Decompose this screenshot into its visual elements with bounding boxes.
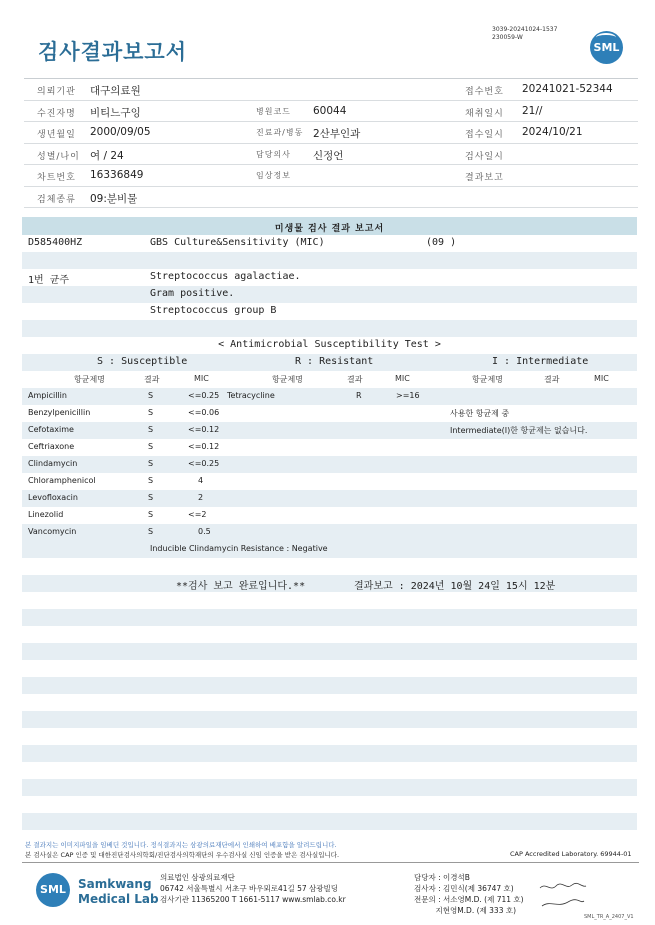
col-result: 결과 [144, 375, 160, 384]
info-label: 차트번호 [37, 173, 76, 183]
drug-name: Chloramphenicol [28, 476, 96, 485]
info-row [24, 144, 638, 166]
col-mic: MIC [395, 374, 410, 383]
col-drug: 항균제명 [74, 375, 105, 384]
report-code-1: 3039-20241024-1537 [492, 26, 558, 33]
ast-row [22, 439, 637, 456]
col-result: 결과 [347, 375, 363, 384]
info-value: 20241021-52344 [522, 83, 613, 95]
drug-result: S [148, 459, 154, 468]
report-time: 결과보고 : 2024년 10월 24일 15시 12분 [354, 581, 556, 592]
info-value: 09:분비물 [90, 192, 138, 205]
ast-title: < Antimicrobial Susceptibility Test > [218, 339, 441, 350]
footer-staff [414, 872, 524, 916]
info-value: 21// [522, 104, 543, 117]
report-complete: **검사 보고 완료입니다.** [176, 581, 306, 592]
drug-result: S [148, 425, 154, 434]
info-value: 대구의료원 [90, 85, 141, 97]
report-header-bar [22, 217, 637, 235]
test-code: D585400HZ [28, 237, 83, 248]
empty-row [22, 660, 637, 677]
drug-name: Cefotaxime [28, 425, 74, 434]
drug-result: S [148, 442, 154, 451]
footer-logo-line2: Medical Lab [78, 892, 159, 906]
drug-name: Ceftriaxone [28, 442, 75, 451]
empty-row [22, 711, 637, 728]
ast-row [22, 473, 637, 490]
empty-row [22, 677, 637, 694]
drug-name: Ampicillin [28, 391, 67, 400]
info-row [24, 101, 638, 123]
report-table [22, 217, 637, 847]
col-mic: MIC [194, 374, 209, 383]
drug-result: S [148, 476, 154, 485]
organism-line: Streptococcus agalactiae. [150, 271, 301, 282]
legend-resistant: R : Resistant [295, 356, 374, 367]
drug-result: R [356, 391, 362, 400]
info-label: 결과보고 [465, 173, 504, 183]
staff-line: 전문의 : 서소영M.D. (제 711 호) [414, 895, 524, 904]
address-line: 검사기관 11365200 T 1661-5117 www.smlab.co.kr [160, 895, 346, 904]
info-value: 비티느구잉 [90, 106, 141, 119]
patient-info-table [24, 78, 638, 208]
drug-result: S [148, 510, 154, 519]
intermediate-note: Intermediate(I)한 항균제는 없습니다. [450, 426, 588, 435]
drug-mic: <=0.12 [188, 425, 220, 434]
drug-result: S [148, 391, 154, 400]
ast-row [22, 422, 637, 439]
ast-rows [22, 388, 637, 541]
info-value: 60044 [313, 104, 347, 117]
footer-note-image: 본 결과지는 이미지파일을 임베딘 것입니다. 정식결과지는 삼광의료재단에서 인쇄하여 배포함을 알려드립니다. [25, 841, 337, 849]
col-drug: 항균제명 [272, 375, 303, 384]
organism-line: Streptococcus group B [150, 305, 277, 316]
drug-mic: 2 [198, 493, 204, 502]
info-label: 접수번호 [465, 87, 504, 97]
empty-row [22, 745, 637, 762]
drug-mic: <=0.25 [188, 391, 220, 400]
info-label: 생년월일 [37, 130, 76, 140]
report-header: 미생물 검사 결과 보고서 [274, 224, 385, 234]
info-label: 채취일시 [465, 108, 504, 119]
col-result: 결과 [544, 375, 560, 384]
address-line: 06742 서울특별시 서초구 바우뫼로41길 57 삼광빌딩 [160, 884, 339, 893]
ast-row [22, 456, 637, 473]
info-value: 16336849 [90, 169, 144, 181]
test-specimen: (09 ) [426, 237, 457, 248]
drug-mic: <=0.25 [188, 459, 220, 468]
test-name: GBS Culture&Sensitivity (MIC) [150, 237, 325, 248]
info-label: 수진자명 [37, 108, 76, 119]
organism-row [22, 269, 637, 286]
drug-result: S [148, 527, 154, 536]
col-drug: 항균제명 [472, 375, 503, 384]
info-value: 2산부인과 [313, 128, 361, 140]
info-label: 검체종류 [37, 194, 76, 205]
info-label: 검사일시 [465, 151, 504, 162]
address-line: 의료법인 삼광의료재단 [160, 873, 235, 882]
sml-logo-icon: SML [590, 31, 623, 64]
ast-row [22, 524, 637, 541]
blank-row [22, 558, 637, 575]
drug-mic: 4 [198, 476, 204, 485]
staff-line: 지현영M.D. (제 333 호) [414, 906, 517, 915]
footer-address [160, 872, 346, 905]
empty-row [22, 626, 637, 643]
info-value: 여 / 24 [90, 149, 124, 162]
drug-name: Tetracycline [227, 391, 275, 400]
report-code-2: 230059-W [492, 34, 523, 41]
footer-logo-line1: Samkwang [78, 877, 152, 891]
inducible-row [22, 541, 637, 558]
footer-divider [22, 862, 639, 863]
organism-row [22, 286, 637, 303]
info-label: 의뢰기관 [37, 87, 76, 97]
info-label: 임상정보 [256, 171, 291, 180]
info-value: 2024/10/21 [522, 126, 583, 138]
ast-row [22, 405, 637, 422]
col-mic: MIC [594, 374, 609, 383]
test-row [22, 235, 637, 252]
info-row [24, 187, 638, 209]
drug-name: Linezolid [28, 510, 64, 519]
drug-result: S [148, 493, 154, 502]
ast-row [22, 490, 637, 507]
empty-row [22, 779, 637, 796]
complete-row [22, 575, 637, 592]
legend-intermediate: I : Intermediate [492, 356, 589, 367]
signature-icon [538, 880, 588, 910]
organism-label: 1번 균주 [28, 275, 70, 286]
sml-footer-logo-icon: SML [36, 873, 70, 907]
legend-susceptible: S : Susceptible [97, 356, 188, 367]
info-value: 2000/09/05 [90, 126, 151, 138]
drug-mic: <=2 [188, 510, 207, 519]
staff-line: 담당자 : 이경석B [414, 873, 470, 882]
empty-row [22, 694, 637, 711]
blank-row [22, 320, 637, 337]
ast-legend-row [22, 354, 637, 371]
info-row [24, 122, 638, 144]
drug-result: S [148, 408, 154, 417]
form-version: SML_TR_A_2407_V1 [584, 914, 634, 920]
info-label: 성별/나이 [37, 151, 80, 162]
drug-name: Benzylpenicillin [28, 408, 91, 417]
empty-row [22, 762, 637, 779]
ast-row [22, 388, 637, 405]
info-label: 담당의사 [256, 149, 291, 159]
info-row [24, 78, 638, 101]
organism-row [22, 303, 637, 320]
report-title: 검사결과보고서 [38, 40, 188, 64]
drug-name: Clindamycin [28, 459, 78, 468]
empty-row [22, 592, 637, 609]
info-label: 진료과/병동 [256, 128, 304, 137]
empty-rows [22, 592, 637, 847]
drug-mic: 0.5 [198, 527, 211, 536]
report-codes [492, 26, 557, 42]
empty-row [22, 609, 637, 626]
info-label: 병원코드 [256, 106, 291, 116]
empty-row [22, 643, 637, 660]
ast-column-headers [22, 371, 637, 388]
empty-row [22, 728, 637, 745]
ast-title-row [22, 337, 637, 354]
drug-mic: <=0.06 [188, 408, 220, 417]
info-row [24, 165, 638, 187]
ast-row [22, 507, 637, 524]
drug-name: Levofloxacin [28, 493, 78, 502]
drug-name: Vancomycin [28, 527, 77, 536]
empty-row [22, 796, 637, 813]
cap-accreditation: CAP Accredited Laboratory. 69944-01 [510, 850, 632, 858]
organism-line: Gram positive. [150, 288, 235, 299]
info-value: 신정언 [313, 149, 344, 162]
empty-row [22, 813, 637, 830]
blank-row [22, 252, 637, 269]
info-label: 접수일시 [465, 130, 504, 140]
drug-mic: <=0.12 [188, 442, 220, 451]
inducible-clindamycin: Inducible Clindamycin Resistance : Negative [150, 544, 328, 553]
footer-note-accreditation: 본 검사실은 CAP 인증 및 대한진단검사의학회/진단검사의학재단의 우수검사실 신임 인증을 받은 검사실입니다. [25, 851, 340, 859]
staff-line: 검사자 : 김민식(제 36747 호) [414, 884, 514, 893]
drug-mic: >=16 [396, 391, 420, 400]
intermediate-note: 사용한 항균제 중 [450, 409, 510, 418]
